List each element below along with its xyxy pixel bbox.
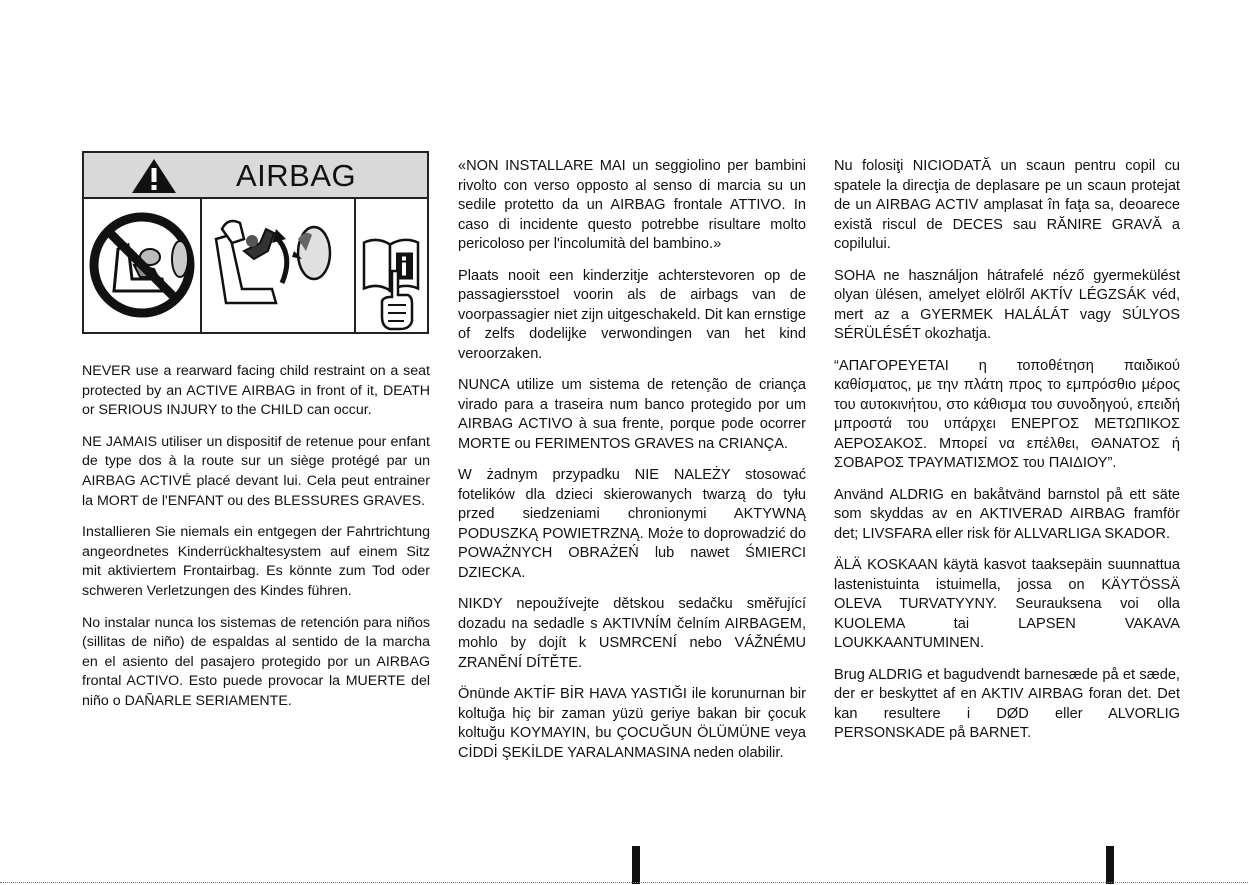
warning-text-hu: SOHA ne használjon hátrafelé néző gyermekülést olyan ülésen, amelyet elölről AKTÍV LÉGZSÁK véd, mert az a GYERMEK HALÁLÁT vagy SÚLYOS SÉRÜLÉSÉT okozhatja. [834,267,1180,342]
label-header [84,153,427,199]
warning-text-es: No instalar nunca los sistemas de retención para niños (sillitas de niño) de espaldas al sentido de la marcha en el asiento del pasajero protegido por un AIRBAG frontal ACTIVO. Esto puede provocar la MUERTE del niño o DAÑARLE SERIAMENTE. [82,614,430,709]
warning-text-de: Installieren Sie niemals ein entgegen der Fahrtrichtung angeordnetes Kinderrückhaltesystem auf einem Sitz mit aktiviertem Frontairbag. Es könnte zum Tod oder schweren Verletzungen des Kindes führen. [82,524,430,599]
warning-text-sv: Använd ALDRIG en bakåtvänd barnstol på ett säte som skyddas av en AKTIVERAD AIRBAG framför det; LIVSFARA eller risk för ALLVARLIGA SKADOR. [834,486,1180,542]
label-title: AIRBAG [236,158,357,193]
column-2 [458,157,806,775]
warning-text-pl: W żadnym przypadku NIE NALEŻY stosować fotelików dla dzieci skierowanych twarzą do tyłu przed siedzeniami chronionymi AKTYWNĄ PODUSZKĄ POWIETRZNĄ. Może to doprowadzić do POWAŻNYCH OBRAŻEŃ lub nawet ŚMIERCI DZIECKA. [458,467,806,581]
page-marker-right [1106,846,1114,884]
warning-text-fr: NE JAMAIS utiliser un dispositif de retenue pour enfant de type dos à la route sur un siège protégé par un AIRBAG ACTIVÉ placé devant lui. Cela peut entrainer la MORT de l'ENFANT ou des BLESSURES GRAVES. [82,433,430,509]
warning-text-ro: Nu folosiţi NICIODATĂ un scaun pentru copil cu spatele la direcţia de deplasare pe un scaun protejat de un AIRBAG ACTIV amplasat în faţa sa, deoarece există riscul de DECES sau RĂNIRE GRAVĂ a copilului. [834,158,1180,252]
warning-text-cs: NIKDY nepoužívejte dětskou sedačku směřující dozadu na sedadle s AKTIVNÍM čelním AIRBAGEM, mohlo by dojít k USMRCENÍ nebo VÁŽNÉMU ZRANĚNÍ DÍTĚTE. [458,596,806,671]
warning-text-it: «NON INSTALLARE MAI un seggiolino per bambini rivolto con verso opposto al senso di marcia su un sedile protetto da un AIRBAG frontale ATTIVO. In caso di incidente questo potrebbe risultare molto pericoloso per l'incolumità del bambino.» [458,158,806,252]
airbag-deploy-icon [202,199,352,332]
airbag-warning-label [82,151,429,334]
warning-text-fi: ÄLÄ KOSKAAN käytä kasvot taaksepäin suunnattua lastenistuinta istuimella, jossa on KÄYTÖSSÄ OLEVA TURVATYYNY. Seurauksena voi olla KUOLEMA tai LAPSEN VAKAVA LOUKKAANTUMINEN. [834,557,1180,651]
warning-triangle-icon [130,157,178,195]
warning-text-el: “ΑΠΑΓΟΡΕΥΕΤΑΙ η τοποθέτηση παιδικού καθίσματος, με την πλάτη προς το εμπρόσθιο μέρος του αυτοκινήτου, στο κάθισμα του συνοδηγού, επειδή μπροστά του υπάρχει ΕΝΕΡΓΟΣ ΜΕΤΩΠΙΚΟΣ ΑΕΡΟΣΑΚΟΣ. Μπορεί να επέλθει, ΘΑΝΑΤΟΣ ή ΣΟΒΑΡΟΣ ΤΡΑΥΜΑΤΙΣΜΟΣ του ΠΑΙΔΙΟΥ”. [834,357,1180,471]
warning-text-da: Brug ALDRIG et bagudvendt barnesæde på et sæde, der er beskyttet af en AKTIV AIRBAG foran det. Det kan resultere i DØD eller ALVORLIG PERSONSKADE på BARNET. [834,666,1180,741]
hand-pointer-icon [374,265,418,335]
no-rear-facing-seat-icon [84,199,200,332]
warning-text-pt: NUNCA utilize um sistema de retenção de criança virado para a traseira num banco protegido por um AIRBAG ACTIVO à sua frente, porque pode ocorrer MORTE ou FERIMENTOS GRAVES na CRIANÇA. [458,377,806,452]
warning-text-en: NEVER use a rearward facing child restraint on a seat protected by an ACTIVE AIRBAG in front of it, DEATH or SERIOUS INJURY to the CHILD can occur. [82,363,430,419]
column-3 [834,157,1180,756]
warning-text-nl: Plaats nooit een kinderzitje achterstevoren op de passagiersstoel voorin als de airbags van de voorpassagier niet zijn uitgeschakeld. Dit kan ernstige of zelfs dodelijke verwondingen van het kind veroorzaken. [458,267,807,362]
page-marker-left [632,846,640,884]
column-1 [82,362,430,724]
warning-text-tr: Önünde AKTİF BİR HAVA YASTIĞI ile korunurnan bir koltuğa hiç bir zaman yüzü geriye bakan bir çocuk koltuğu KOYMAYIN, bu ÇOCUĞUN ÖLÜMÜNE veya CİDDİ ŞEKİLDE YARALANMASINA neden olabilir. [458,686,806,761]
